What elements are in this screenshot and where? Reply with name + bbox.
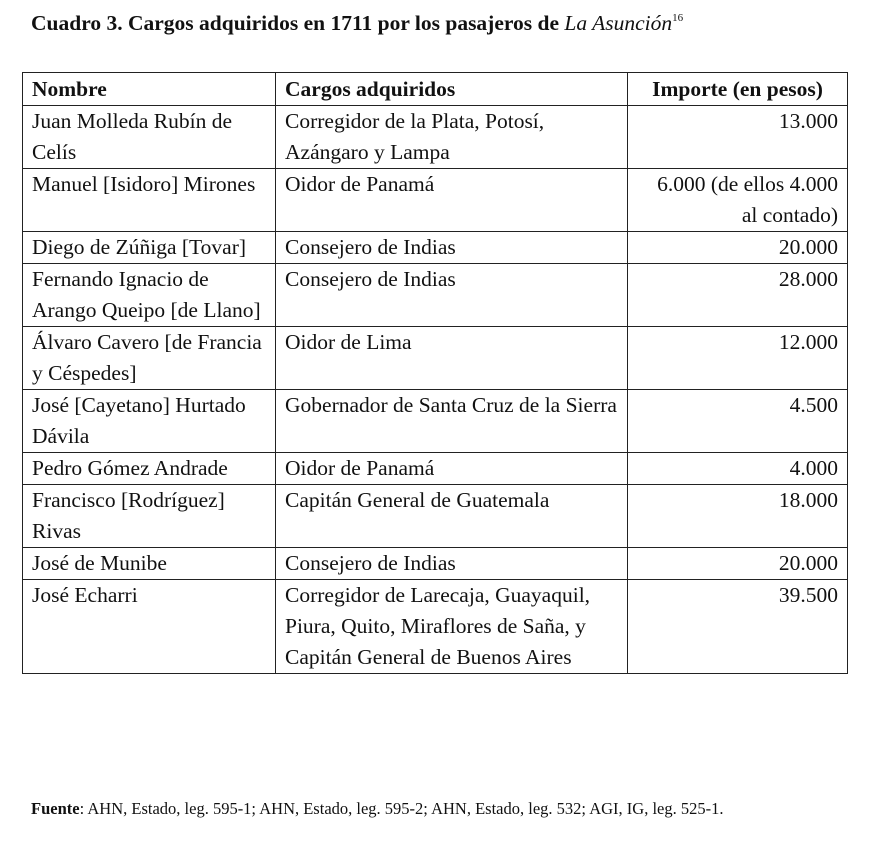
cell-posts: Oidor de Panamá [276,453,628,485]
cell-name: José de Munibe [23,548,276,580]
cell-name: Francisco [Rodríguez] Rivas [23,485,276,548]
cell-posts: Corregidor de la Plata, Potosí, Azángaro y Lampa [276,106,628,169]
cell-name: José [Cayetano] Hurtado Dávila [23,390,276,453]
cell-name: Pedro Gómez Andrade [23,453,276,485]
table-row [23,548,848,580]
table-row [23,390,848,453]
cell-name: José Echarri [23,580,276,674]
cell-name: Diego de Zúñiga [Tovar] [23,232,276,264]
table-row [23,232,848,264]
cell-name: Manuel [Isidoro] Mirones [23,169,276,232]
cell-name: Juan Molleda Rubín de Celís [23,106,276,169]
caption-footnote-ref: 16 [672,12,684,24]
caption-ship-name: La Asunción [564,11,673,35]
positions-table [22,72,848,674]
table-row [23,453,848,485]
header-posts: Cargos adquiridos [276,73,628,106]
cell-posts: Consejero de Indias [276,548,628,580]
cell-posts: Corregidor de Larecaja, Guayaquil, Piura, Quito, Miraflores de Saña, y Capitán General de Buenos Aires [276,580,628,674]
cell-amount: 4.500 [628,390,848,453]
source-note [31,796,847,821]
table-row [23,264,848,327]
cell-posts: Consejero de Indias [276,264,628,327]
cell-name: Álvaro Cavero [de Francia y Céspedes] [23,327,276,390]
cell-amount: 12.000 [628,327,848,390]
cell-posts: Capitán General de Guatemala [276,485,628,548]
cell-amount: 4.000 [628,453,848,485]
cell-posts: Oidor de Panamá [276,169,628,232]
source-text: : AHN, Estado, leg. 595-1; AHN, Estado, leg. 595-2; AHN, Estado, leg. 532; AGI, IG, leg. 525-1. [79,799,724,818]
cell-amount: 28.000 [628,264,848,327]
cell-posts: Consejero de Indias [276,232,628,264]
cell-amount: 39.500 [628,580,848,674]
table-row [23,327,848,390]
table-row [23,169,848,232]
caption-label: Cuadro 3. Cargos adquiridos en 1711 por los pasajeros de [31,11,560,35]
source-label: Fuente [31,799,80,818]
header-name: Nombre [23,73,276,106]
header-amount: Importe (en pesos) [628,73,848,106]
cell-amount: 18.000 [628,485,848,548]
cell-amount: 20.000 [628,232,848,264]
table-row [23,485,848,548]
cell-posts: Gobernador de Santa Cruz de la Sierra [276,390,628,453]
cell-amount: 13.000 [628,106,848,169]
table-row [23,580,848,674]
table-header-row [23,73,848,106]
table-row [23,106,848,169]
table-body [23,106,848,674]
cell-name: Fernando Ignacio de Arango Queipo [de Llano] [23,264,276,327]
cell-amount: 20.000 [628,548,848,580]
cell-posts: Oidor de Lima [276,327,628,390]
table-caption [31,11,683,36]
cell-amount: 6.000 (de ellos 4.000 al contado) [628,169,848,232]
